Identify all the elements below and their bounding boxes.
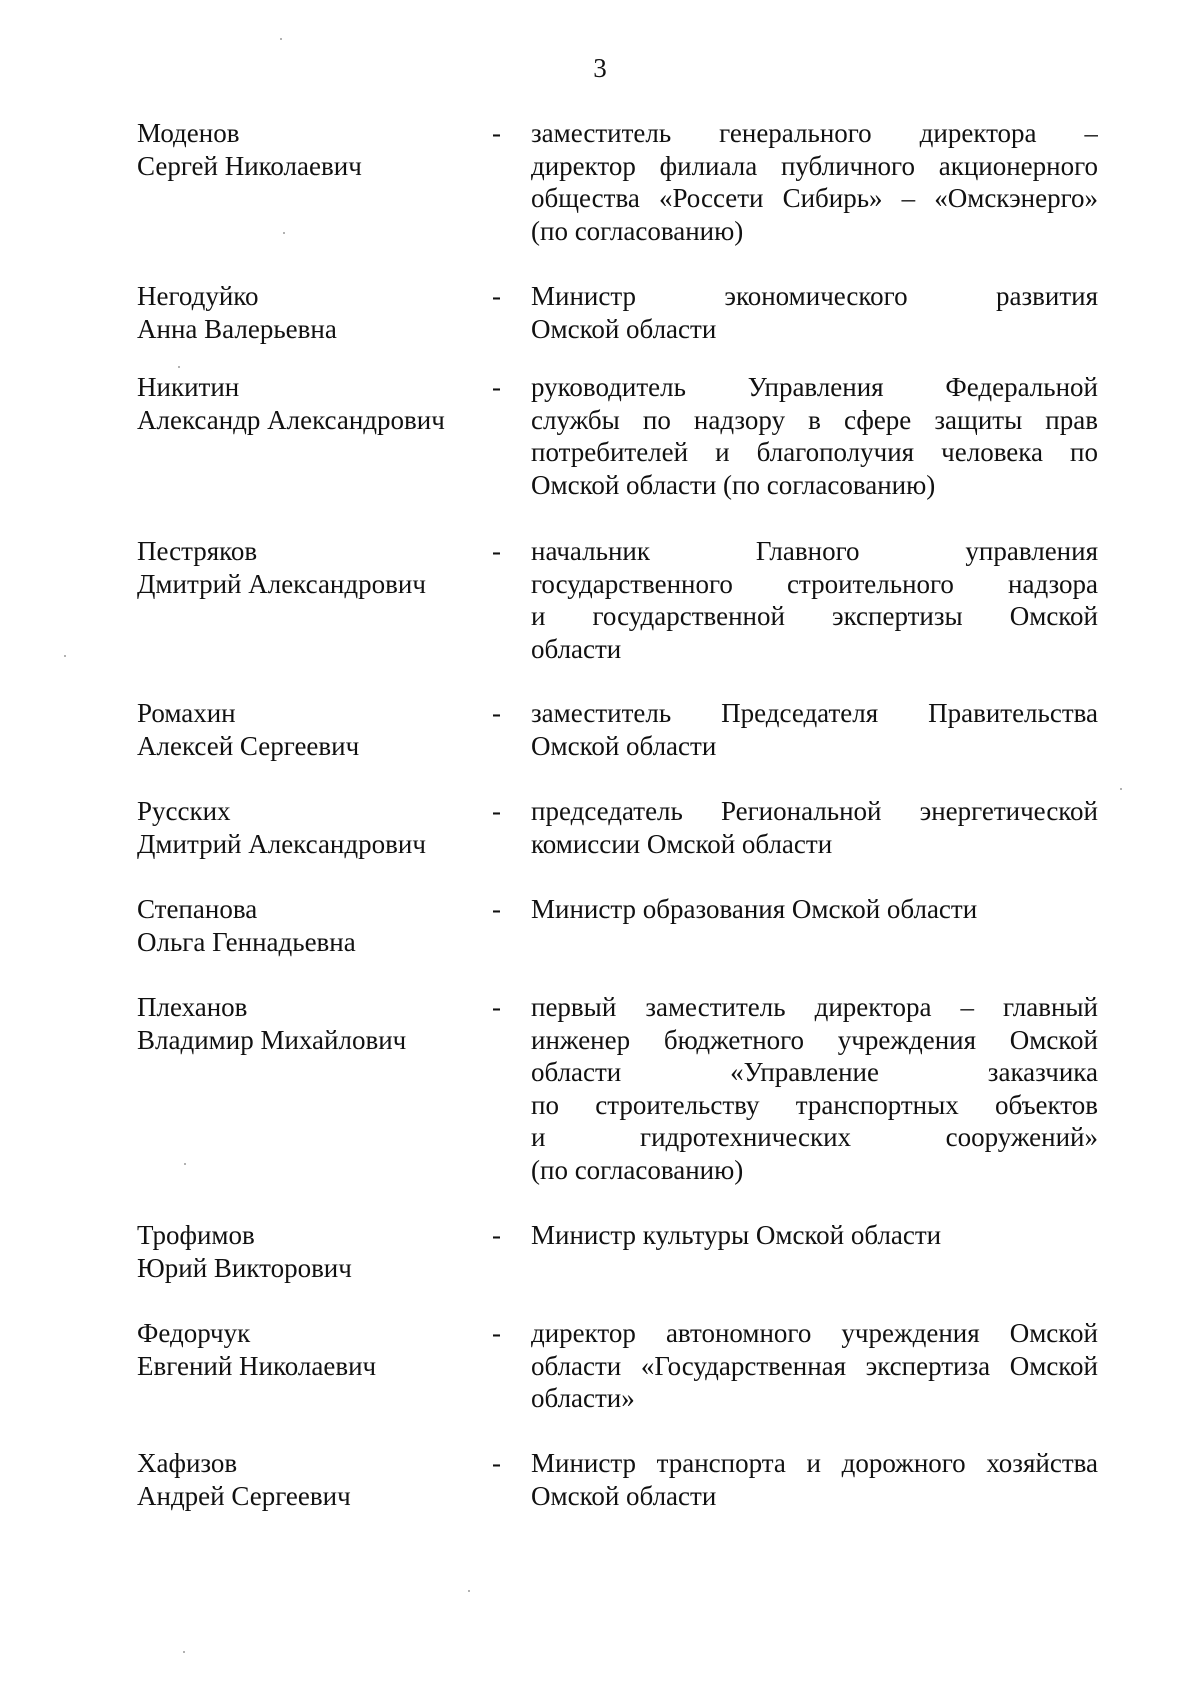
scan-speck	[283, 232, 285, 234]
role-line: Министр экономического развития	[531, 281, 1098, 311]
role-line: (по согласованию)	[531, 1154, 744, 1185]
role-line: первый заместитель директора – главный	[531, 992, 1098, 1022]
role-line: Министр транспорта и дорожного хозяйства	[531, 1448, 1098, 1478]
member-name	[137, 371, 477, 436]
role-line: службы по надзору в сфере защиты прав	[531, 404, 1098, 435]
separator-dash: -	[492, 118, 501, 148]
role-line: комиссии Омской области	[531, 828, 833, 859]
member-role	[531, 893, 1098, 926]
member-given-name: Владимир Михайлович	[137, 1024, 407, 1055]
separator-dash: -	[492, 372, 501, 402]
scan-speck	[1120, 788, 1122, 790]
member-role	[531, 280, 1098, 345]
scan-speck	[183, 1651, 185, 1653]
role-line: (по согласованию)	[531, 215, 744, 246]
member-role	[531, 535, 1098, 665]
member-surname: Ромахин	[137, 698, 236, 728]
member-surname: Никитин	[137, 372, 240, 402]
member-role	[531, 697, 1098, 762]
member-surname: Трофимов	[137, 1220, 255, 1250]
role-line: председатель Региональной энергетической	[531, 796, 1098, 826]
role-line: Омской области	[531, 313, 717, 344]
separator-dash: -	[492, 796, 501, 826]
separator-dash: -	[492, 1448, 501, 1478]
member-given-name: Андрей Сергеевич	[137, 1480, 351, 1511]
member-given-name: Сергей Николаевич	[137, 150, 362, 181]
member-given-name: Ольга Геннадьевна	[137, 926, 356, 957]
separator-dash: -	[492, 992, 501, 1022]
member-role	[531, 991, 1098, 1186]
role-line: начальник Главного управления	[531, 536, 1098, 566]
role-line: и государственной экспертизы Омской	[531, 601, 1098, 631]
role-line: Омской области (по согласованию)	[531, 469, 936, 500]
member-surname: Русских	[137, 796, 231, 826]
role-line: общества «Россети Сибирь» – «Омскэнерго»	[531, 183, 1098, 213]
role-line: Министр культуры Омской области	[531, 1220, 942, 1250]
role-line: руководитель Управления Федеральной	[531, 372, 1098, 402]
member-role	[531, 1447, 1098, 1512]
member-surname: Моденов	[137, 118, 240, 148]
scan-speck	[468, 1590, 470, 1592]
member-given-name: Александр Александрович	[137, 404, 445, 435]
separator-dash: -	[492, 1318, 501, 1348]
member-surname: Пестряков	[137, 536, 258, 566]
member-given-name: Алексей Сергеевич	[137, 730, 360, 761]
member-role	[531, 1219, 1098, 1252]
scan-speck	[184, 1163, 186, 1165]
role-line: директор филиала публичного акционерного	[531, 150, 1098, 181]
member-role	[531, 371, 1098, 501]
member-name	[137, 795, 477, 860]
page-number: 3	[593, 53, 607, 83]
scan-speck	[178, 366, 180, 368]
separator-dash: -	[492, 536, 501, 566]
member-given-name: Юрий Викторович	[137, 1252, 352, 1283]
member-name	[137, 117, 477, 182]
member-name	[137, 1317, 477, 1382]
role-line: инженер бюджетного учреждения Омской	[531, 1024, 1098, 1055]
member-role	[531, 1317, 1098, 1415]
member-role	[531, 795, 1098, 860]
member-role	[531, 117, 1098, 247]
member-name	[137, 535, 477, 600]
separator-dash: -	[492, 894, 501, 924]
scan-speck	[64, 655, 66, 657]
scan-speck	[280, 38, 282, 40]
member-name	[137, 893, 477, 958]
member-given-name: Дмитрий Александрович	[137, 568, 426, 599]
member-surname: Хафизов	[137, 1448, 238, 1478]
member-given-name: Дмитрий Александрович	[137, 828, 426, 859]
role-line: по строительству транспортных объектов	[531, 1089, 1098, 1120]
role-line: государственного строительного надзора	[531, 568, 1098, 599]
role-line: заместитель генерального директора –	[531, 118, 1098, 148]
role-line: области»	[531, 1383, 635, 1413]
role-line: заместитель Председателя Правительства	[531, 698, 1098, 728]
separator-dash: -	[492, 698, 501, 728]
separator-dash: -	[492, 281, 501, 311]
member-surname: Степанова	[137, 894, 258, 924]
member-given-name: Евгений Николаевич	[137, 1350, 377, 1381]
separator-dash: -	[492, 1220, 501, 1250]
role-line: потребителей и благополучия человека по	[531, 437, 1098, 467]
role-line: области «Управление заказчика	[531, 1057, 1098, 1087]
role-line: Министр образования Омской области	[531, 894, 978, 924]
role-line: Омской области	[531, 730, 717, 761]
member-name	[137, 280, 477, 345]
member-name	[137, 1447, 477, 1512]
member-surname: Плеханов	[137, 992, 248, 1022]
role-line: области	[531, 633, 622, 664]
member-surname: Федорчук	[137, 1318, 251, 1348]
member-surname: Негодуйко	[137, 281, 259, 311]
role-line: Омской области	[531, 1480, 717, 1511]
member-name	[137, 697, 477, 762]
member-name	[137, 1219, 477, 1284]
role-line: и гидротехнических сооружений»	[531, 1122, 1098, 1152]
member-name	[137, 991, 477, 1056]
member-given-name: Анна Валерьевна	[137, 313, 337, 344]
role-line: директор автономного учреждения Омской	[531, 1318, 1098, 1348]
role-line: области «Государственная экспертиза Омской	[531, 1350, 1098, 1381]
